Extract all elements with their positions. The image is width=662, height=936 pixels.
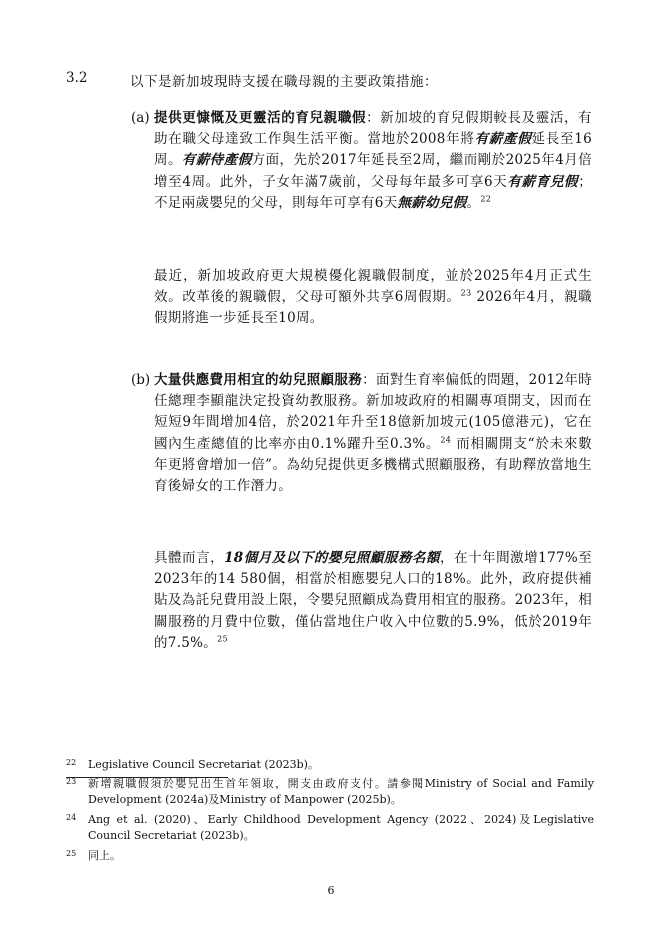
infant-care-places: 18個月及以下的嬰兒照顧服務名額 [224, 550, 441, 566]
item-b-text-1: ：面對生育率偏低的問題，2012年時任總理李顯龍決定投資幼教服務。新加坡政府的相關專項開支，因而在短短9年間增加4倍，於2021年升至18億新加坡元(105億港元)，它在國內生產總值的比率亦由0.1%躍升至0.3%。 [154, 372, 592, 452]
item-b-p2-text-1: 具體而言， [154, 550, 225, 566]
footnote-number: 24 [66, 813, 77, 822]
item-b-label: (b) [131, 372, 151, 388]
section-title: 以下是新加坡現時支援在職母親的主要政策措施： [130, 74, 438, 90]
item-a-text-2: 延長至16周。 [154, 131, 592, 169]
footnote-ref-25: 25 [217, 634, 228, 644]
item-a-text-3: 方面，先於2017年延長至2周，繼而剛於2025年4月倍增至4周。此外，子女年滿7歲前，父母每年最多可享6天 [154, 152, 593, 190]
item-b-heading: 大量供應費用相宜的幼兒照顧服務 [154, 372, 363, 388]
item-a-label: (a) [131, 110, 150, 126]
item-a-paragraph-1 [154, 108, 592, 214]
footnote-number: 22 [66, 758, 77, 767]
footnote-number: 23 [66, 777, 77, 786]
item-b-paragraph-2 [154, 548, 592, 654]
footnote-ref-23: 23 [460, 288, 472, 298]
footnote-text: 新增親職假須於嬰兒出生首年領取，開支由政府支付。請參閱Ministry of Social and Family Development (2024a)及Ministry of Manpower (2025b)。 [88, 777, 594, 806]
footnote-number: 25 [66, 849, 77, 858]
item-b-text-2: 而相關開支“於未來數年更將會增加一倍”。為幼兒提供更多機構式照顧服務，有助釋放當地生育後婦女的工作潛力。 [154, 435, 592, 495]
item-a-paragraph-2 [154, 266, 592, 330]
item-a-heading: 提供更慷慨及更靈活的育兒親職假 [154, 110, 367, 126]
paid-maternity-leave: 有薪產假 [474, 131, 532, 148]
item-b-paragraph-1 [154, 370, 592, 497]
paid-childcare-leave: 有薪育兒假 [507, 173, 579, 190]
page-number: 6 [327, 884, 335, 897]
paid-paternity-leave: 有薪侍產假 [181, 152, 252, 169]
footnote-ref-22: 22 [480, 194, 492, 204]
item-b-p2-text-2: ，在十年間激增177%至2023年的14 580個，相當於相應嬰兒人口的18%。此外，政府提供補貼及為託兒費用設上限，令嬰兒照顧成為費用相宜的服務。2023年，相關服務的月費中位數，僅佔當地住户收入中位數的5.9%，低於2019年的7.5%。 [154, 550, 592, 651]
item-a-text-5: 。 [466, 194, 481, 211]
section-number: 3.2 [66, 70, 88, 86]
item-a-text-4: ；不足兩歲嬰兒的父母，則每年可享有6天 [154, 173, 592, 211]
footnote-ref-24: 24 [440, 435, 452, 445]
footnote-text: Legislative Council Secretariat (2023b)。 [88, 758, 319, 771]
footnote-text: 同上。 [88, 849, 121, 862]
item-a-text-1: ：新加坡的育兒假期較長及靈活，有助在職父母達致工作與生活平衡。當地於2008年將 [154, 110, 592, 148]
unpaid-infant-care-leave: 無薪幼兒假 [397, 194, 467, 211]
item-a-p2-text-1: 最近，新加坡政府更大規模優化親職假制度，並於2025年4月正式生效。改革後的親職假，父母可額外共享6周假期。 [154, 268, 592, 306]
item-a-p2-text-2: 2026年4月，親職假期將進一步延長至10周。 [154, 289, 592, 327]
footnote-text: Ang et al. (2020)、Early Childhood Development Agency (2022、2024)及Legislative Council Secretariat (2023b)。 [88, 813, 594, 842]
